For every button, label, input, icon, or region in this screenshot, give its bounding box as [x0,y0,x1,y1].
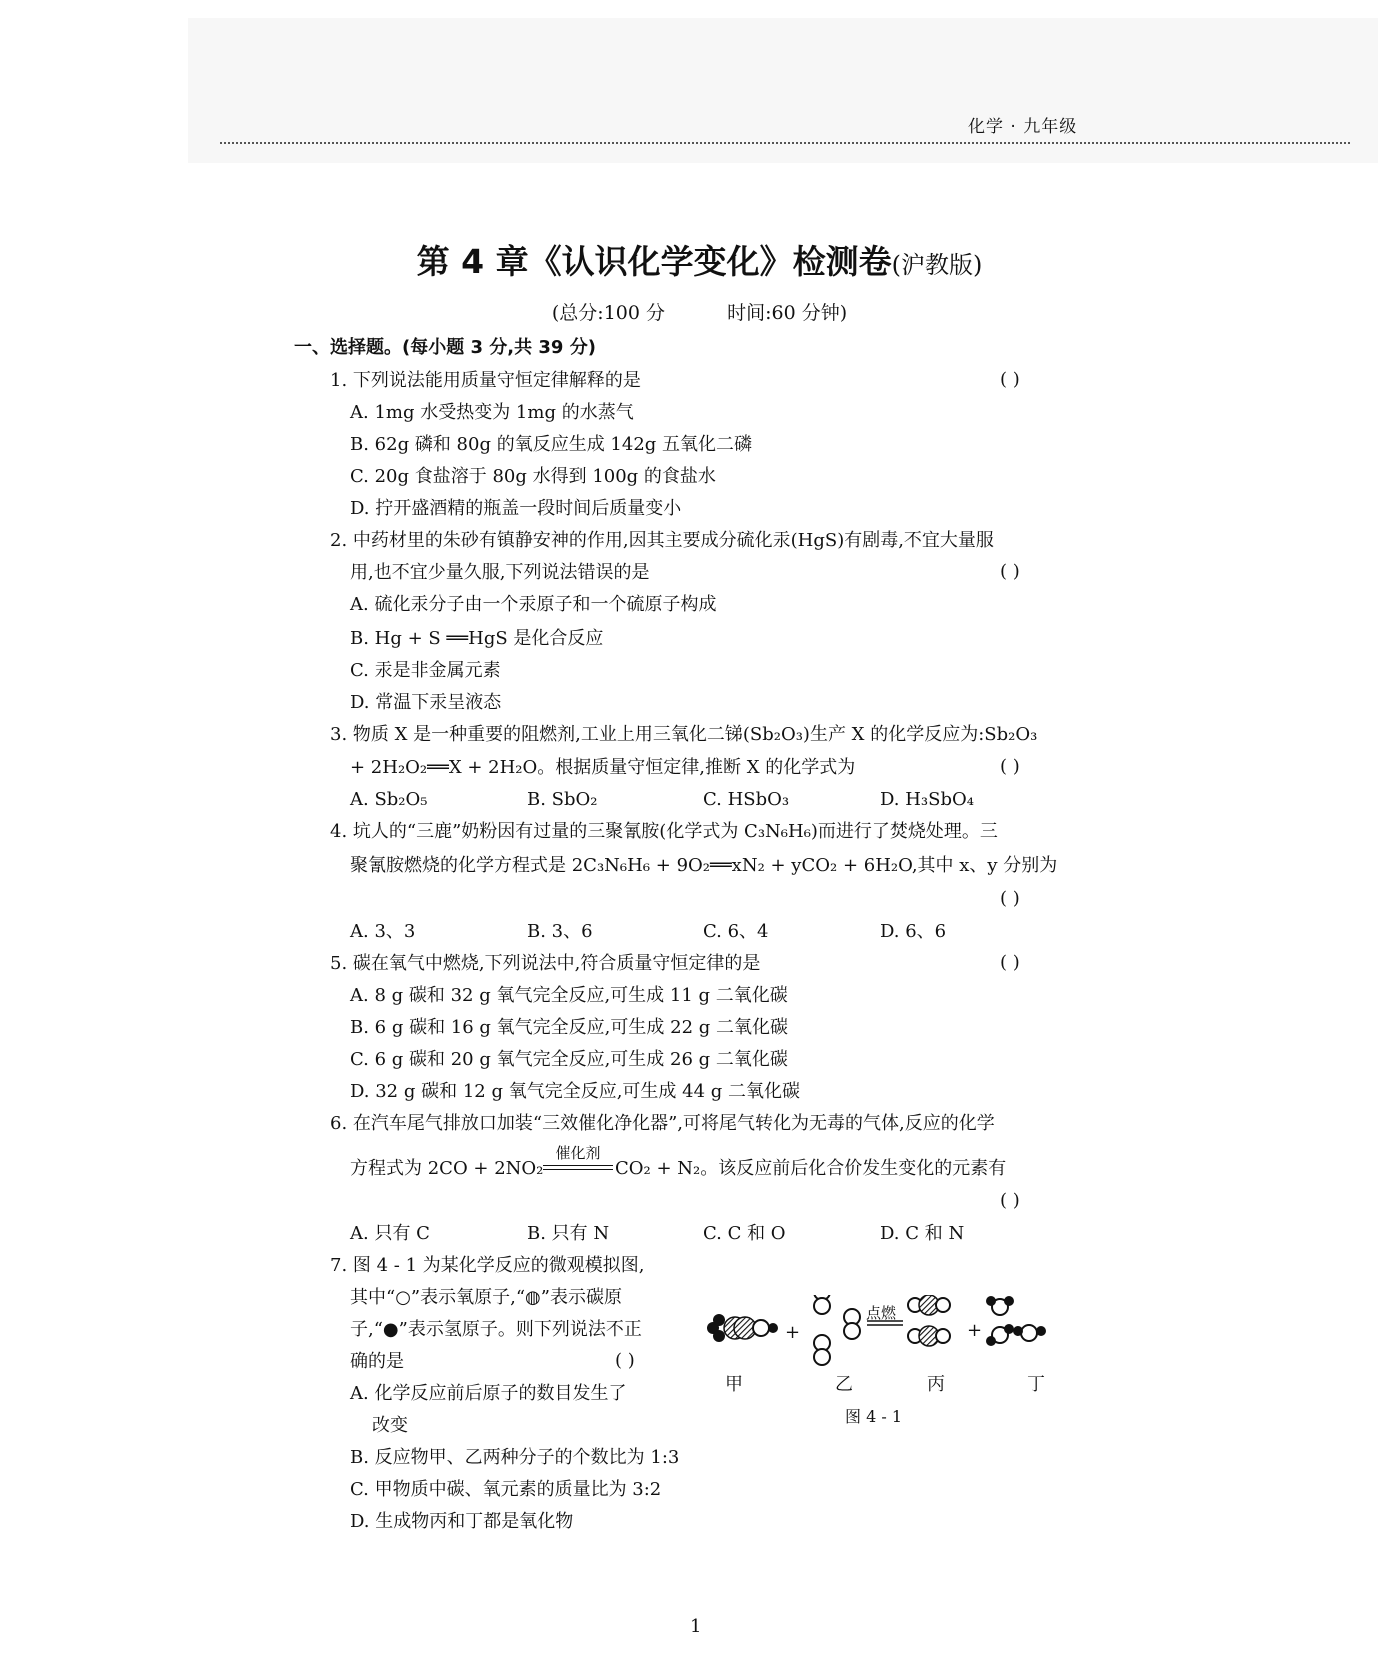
q7-stem-line3: 子,“●”表示氢原子。则下列说法不正 [350,1319,642,1340]
q7-option-d: D. 生成物丙和丁都是氧化物 [350,1511,574,1532]
q4-option-a: A. 3、3 [350,921,416,942]
q4-stem-line1: 4. 坑人的“三鹿”奶粉因有过量的三聚氰胺(化学式为 C₃N₆H₆)而进行了焚烧处理。三 [330,821,998,842]
q2-option-a: A. 硫化汞分子由一个汞原子和一个硫原子构成 [350,594,717,615]
q3-stem-line1: 3. 物质 X 是一种重要的阻燃剂,工业上用三氧化二锑(Sb₂O₃)生产 X 的化学反应为:Sb₂O₃ [330,724,1038,745]
q5-option-a: A. 8 g 碳和 32 g 氧气完全反应,可生成 11 g 二氧化碳 [350,985,788,1006]
q2-option-c: C. 汞是非金属元素 [350,660,501,681]
page-subtitle [0,298,1399,325]
q6-answer-paren[interactable]: ( ) [1000,1190,1020,1211]
time-info: 时间:60 分钟) [727,302,848,324]
q2-stem-line1: 2. 中药材里的朱砂有镇静安神的作用,因其主要成分硫化汞(HgS)有剧毒,不宜大量服 [330,530,994,551]
q2-answer-paren[interactable]: ( ) [1000,561,1020,582]
title-main: 第 4 章《认识化学变化》检测卷 [416,242,892,281]
header-divider [220,142,1350,144]
q5-answer-paren[interactable]: ( ) [1000,952,1020,973]
q3-option-c: C. HSbO₃ [703,789,790,810]
q7-option-a-line2: 改变 [372,1415,408,1436]
q4-answer-paren[interactable]: ( ) [1000,888,1020,909]
fig-plus-1: + [785,1322,801,1343]
score-info: (总分:100 分 [551,302,665,324]
q5-stem: 5. 碳在氧气中燃烧,下列说法中,符合质量守恒定律的是 [330,953,761,974]
q6-stem-line2b: CO₂ + N₂。该反应前后化合价发生变化的元素有 [615,1158,1007,1179]
q3-stem-line2: + 2H₂O₂══X + 2H₂O。根据质量守恒定律,推断 X 的化学式为 [350,757,856,778]
fig-label-bing: 丙 [927,1374,945,1395]
q4-option-b: B. 3、6 [527,921,593,942]
q5-option-c: C. 6 g 碳和 20 g 氧气完全反应,可生成 26 g 二氧化碳 [350,1049,788,1070]
q3-option-a: A. Sb₂O₅ [350,789,428,810]
q4-option-d: D. 6、6 [880,921,947,942]
fig-caption: 图 4 - 1 [845,1407,903,1426]
page-title [0,236,1399,283]
q6-option-d: D. C 和 N [880,1223,965,1244]
q1-option-c: C. 20g 食盐溶于 80g 水得到 100g 的食盐水 [350,466,716,487]
q7-option-b: B. 反应物甲、乙两种分子的个数比为 1:3 [350,1447,680,1468]
q2-stem-line2: 用,也不宜少量久服,下列说法错误的是 [350,562,650,583]
q6-catalyst-label: 催化剂 [555,1144,601,1162]
fig-label-yi: 乙 [835,1374,853,1395]
q7-stem-line1: 7. 图 4 - 1 为某化学反应的微观模拟图, [330,1255,645,1276]
q5-option-d: D. 32 g 碳和 12 g 氧气完全反应,可生成 44 g 二氧化碳 [350,1081,801,1102]
molecule-jia [707,1314,778,1342]
q5-option-b: B. 6 g 碳和 16 g 氧气完全反应,可生成 22 g 二氧化碳 [350,1017,788,1038]
q6-option-a: A. 只有 C [350,1223,430,1244]
q4-option-c: C. 6、4 [703,921,769,942]
q6-stem-line2a: 方程式为 2CO + 2NO₂ [350,1158,544,1179]
q7-answer-paren[interactable]: ( ) [615,1350,635,1371]
q1-option-b: B. 62g 磷和 80g 的氧反应生成 142g 五氧化二磷 [350,434,753,455]
page-number: 1 [690,1616,702,1637]
molecule-ding [986,1296,1046,1346]
q7-option-a-line1: A. 化学反应前后原子的数目发生了 [350,1383,627,1404]
title-edition: (沪教版) [891,251,983,279]
molecule-yi [814,1295,860,1365]
q6-option-b: B. 只有 N [527,1223,610,1244]
q4-stem-line2: 聚氰胺燃烧的化学方程式是 2C₃N₆H₆ + 9O₂══xN₂ + yCO₂ + 6H₂O,其中 x、y 分别为 [350,855,1058,876]
q6-option-c: C. C 和 O [703,1223,786,1244]
q1-stem: 1. 下列说法能用质量守恒定律解释的是 [330,370,641,391]
figure-4-1 [705,1295,1105,1455]
q7-stem-line2: 其中“○”表示氧原子,“◍”表示碳原 [350,1287,622,1308]
fig-label-jia: 甲 [725,1374,743,1395]
section-heading: 一、选择题。(每小题 3 分,共 39 分) [294,337,596,358]
q2-option-b: B. Hg + S ══HgS 是化合反应 [350,628,604,649]
q6-arrow-line-top [543,1165,613,1166]
q3-answer-paren[interactable]: ( ) [1000,756,1020,777]
q1-option-a: A. 1mg 水受热变为 1mg 的水蒸气 [350,402,634,423]
fig-label-ding: 丁 [1027,1374,1045,1395]
molecule-bing [908,1295,950,1346]
q7-stem-line4: 确的是 [350,1351,404,1372]
header-subject: 化学 · 九年级 [968,117,1078,137]
q1-answer-paren[interactable]: ( ) [1000,369,1020,390]
q3-option-b: B. SbO₂ [527,789,598,810]
fig-condition-label: 点燃 [866,1304,897,1322]
q3-option-d: D. H₃SbO₄ [880,789,974,810]
q6-stem-line1: 6. 在汽车尾气排放口加装“三效催化净化器”,可将尾气转化为无毒的气体,反应的化学 [330,1113,995,1134]
q6-arrow-line-bottom [543,1169,613,1170]
q1-option-d: D. 拧开盛酒精的瓶盖一段时间后质量变小 [350,498,682,519]
fig-plus-2: + [967,1320,983,1341]
q2-option-d: D. 常温下汞呈液态 [350,692,502,713]
q7-option-c: C. 甲物质中碳、氧元素的质量比为 3:2 [350,1479,662,1500]
